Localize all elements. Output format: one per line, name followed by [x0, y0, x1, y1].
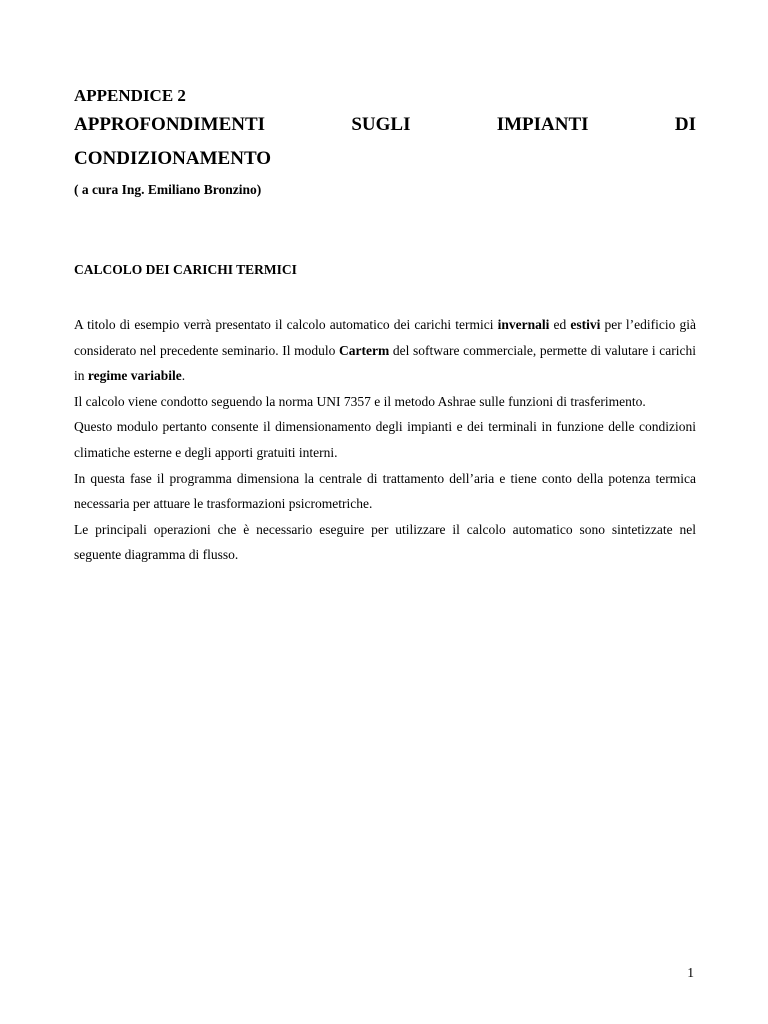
bold-text: estivi: [570, 317, 601, 332]
appendix-label: APPENDICE 2: [74, 86, 186, 105]
paragraph: Questo modulo pertanto consente il dimensionamento degli impianti e dei terminali in funzione delle condizioni climatiche esterne e degli apporti gratuiti interni.: [74, 419, 696, 460]
page-title: [74, 108, 696, 176]
bold-text: regime variabile: [87, 368, 182, 384]
paragraph: In questa fase il programma dimensiona la centrale di trattamento dell’aria e tiene conto della potenza termica necessaria per attuare le trasformazioni psicrometriche.: [74, 470, 696, 512]
title-word: DI: [674, 114, 696, 135]
title-word: APPROFONDIMENTI: [74, 114, 266, 135]
page-content: [74, 84, 696, 568]
paragraph: [74, 312, 696, 389]
text-run: del software commerciale, permette di valutare i carichi in: [74, 342, 696, 384]
body-text: [74, 312, 696, 568]
text-run: A titolo di esempio verrà presentato il calcolo automatico dei carichi termici: [74, 317, 498, 332]
title-word: IMPIANTI: [496, 114, 589, 135]
page-number: 1: [687, 965, 694, 980]
title-line-2: CONDIZIONAMENTO: [74, 148, 272, 169]
paragraph: Le principali operazioni che è necessario eseguire per utilizzare il calcolo automatico sono sintetizzate nel seguente diagramma di flusso.: [74, 521, 696, 563]
bold-text: Carterm: [339, 342, 390, 358]
author-credit: ( a cura Ing. Emiliano Bronzino): [74, 182, 262, 197]
text-run: per l’edificio già considerato nel precedente seminario. Il modulo: [74, 317, 696, 358]
title-word: SUGLI: [351, 114, 411, 135]
paragraph: Il calcolo viene condotto seguendo la norma UNI 7357 e il metodo Ashrae sulle funzioni di trasferimento.: [74, 393, 646, 409]
title-line-1: [74, 108, 696, 142]
bold-text: invernali: [497, 317, 550, 332]
text-run: .: [181, 368, 186, 384]
text-run: ed: [549, 317, 571, 332]
section-title: CALCOLO DEI CARICHI TERMICI: [74, 262, 297, 277]
